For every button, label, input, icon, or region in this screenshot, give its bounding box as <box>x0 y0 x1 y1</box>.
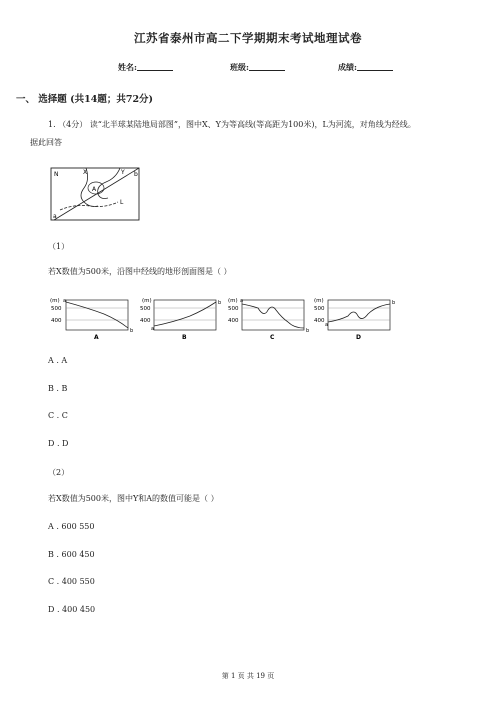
profile-c-tick-400: 400 <box>228 318 239 324</box>
option-2c[interactable]: C . 400 550 <box>48 577 95 586</box>
map-a-label: A <box>92 186 97 193</box>
profile-b-end-a: a <box>151 326 155 332</box>
name-field <box>118 62 173 73</box>
map-a-corner-label: a <box>53 213 57 220</box>
page-footer: 第 1 页 共 19 页 <box>221 672 275 680</box>
profile-c-end-b: b <box>306 328 310 334</box>
profile-b-label: B <box>182 334 187 341</box>
contour-map-figure <box>50 166 144 222</box>
class-field <box>230 62 285 73</box>
sub-question-1-number: （1） <box>48 242 70 251</box>
profile-d-unit: (m) <box>314 298 324 304</box>
profile-d <box>314 294 402 342</box>
class-label: 班级: <box>230 62 249 72</box>
profile-a <box>48 294 136 342</box>
map-x-label: X <box>83 169 88 176</box>
profile-c-tick-500: 500 <box>228 306 239 312</box>
score-label: 成绩: <box>338 62 357 72</box>
profile-a-unit: (m) <box>50 298 60 304</box>
option-1c[interactable]: C . C <box>48 411 68 420</box>
profile-c <box>228 294 316 342</box>
score-field <box>338 62 393 73</box>
profile-d-tick-500: 500 <box>314 306 325 312</box>
profile-d-tick-400: 400 <box>314 318 325 324</box>
map-y-label: Y <box>121 169 125 176</box>
option-1d[interactable]: D . D <box>48 439 69 448</box>
profile-b-unit: (m) <box>142 298 152 304</box>
profile-a-tick-500: 500 <box>51 306 62 312</box>
profile-d-end-a: a <box>325 322 329 328</box>
option-1b[interactable]: B . B <box>48 384 68 393</box>
profile-d-label: D <box>356 334 361 341</box>
profile-a-tick-400: 400 <box>51 318 62 324</box>
profile-b-tick-400: 400 <box>140 318 151 324</box>
map-north-label: N <box>54 171 59 178</box>
map-l-label: L <box>120 199 124 206</box>
profile-c-end-a: a <box>240 298 244 304</box>
map-b-corner-label: b <box>134 171 138 178</box>
sub-question-2-number: （2） <box>48 468 70 477</box>
page-title: 江苏省泰州市高二下学期期末考试地理试卷 <box>134 31 362 45</box>
score-blank[interactable] <box>357 62 393 71</box>
option-2b[interactable]: B . 600 450 <box>48 550 95 559</box>
question-1-stem-cont: 据此回答 <box>30 138 62 147</box>
name-blank[interactable] <box>137 62 173 71</box>
profile-a-end-b: b <box>130 328 134 334</box>
profile-a-label: A <box>94 334 99 341</box>
option-2d[interactable]: D . 400 450 <box>48 605 96 614</box>
profile-a-end-a: a <box>63 298 67 304</box>
option-2a[interactable]: A . 600 550 <box>48 522 95 531</box>
profile-c-label: C <box>270 334 275 341</box>
profile-d-end-b: b <box>392 300 396 306</box>
class-blank[interactable] <box>249 62 285 71</box>
profile-b-end-b: b <box>218 300 222 306</box>
option-1a[interactable]: A . A <box>48 356 68 365</box>
section-heading: 一、 选择题 (共14题；共72分) <box>16 94 154 105</box>
profile-b <box>140 294 228 342</box>
profile-b-tick-500: 500 <box>140 306 151 312</box>
name-label: 姓名: <box>118 62 137 72</box>
sub-question-2-stem: 若X数值为500米，图中Y和A的数值可能是（ ） <box>48 494 219 503</box>
question-1-stem: 1. （4分） 读“北半球某陆地局部图”，图中X、Y为等高线(等高距为100米)，L为河流，对角线为经线。 <box>48 120 416 129</box>
sub-question-1-stem: 若X数值为500米，沿图中经线的地形剖面图是（ ） <box>48 267 232 276</box>
profile-c-unit: (m) <box>228 298 238 304</box>
